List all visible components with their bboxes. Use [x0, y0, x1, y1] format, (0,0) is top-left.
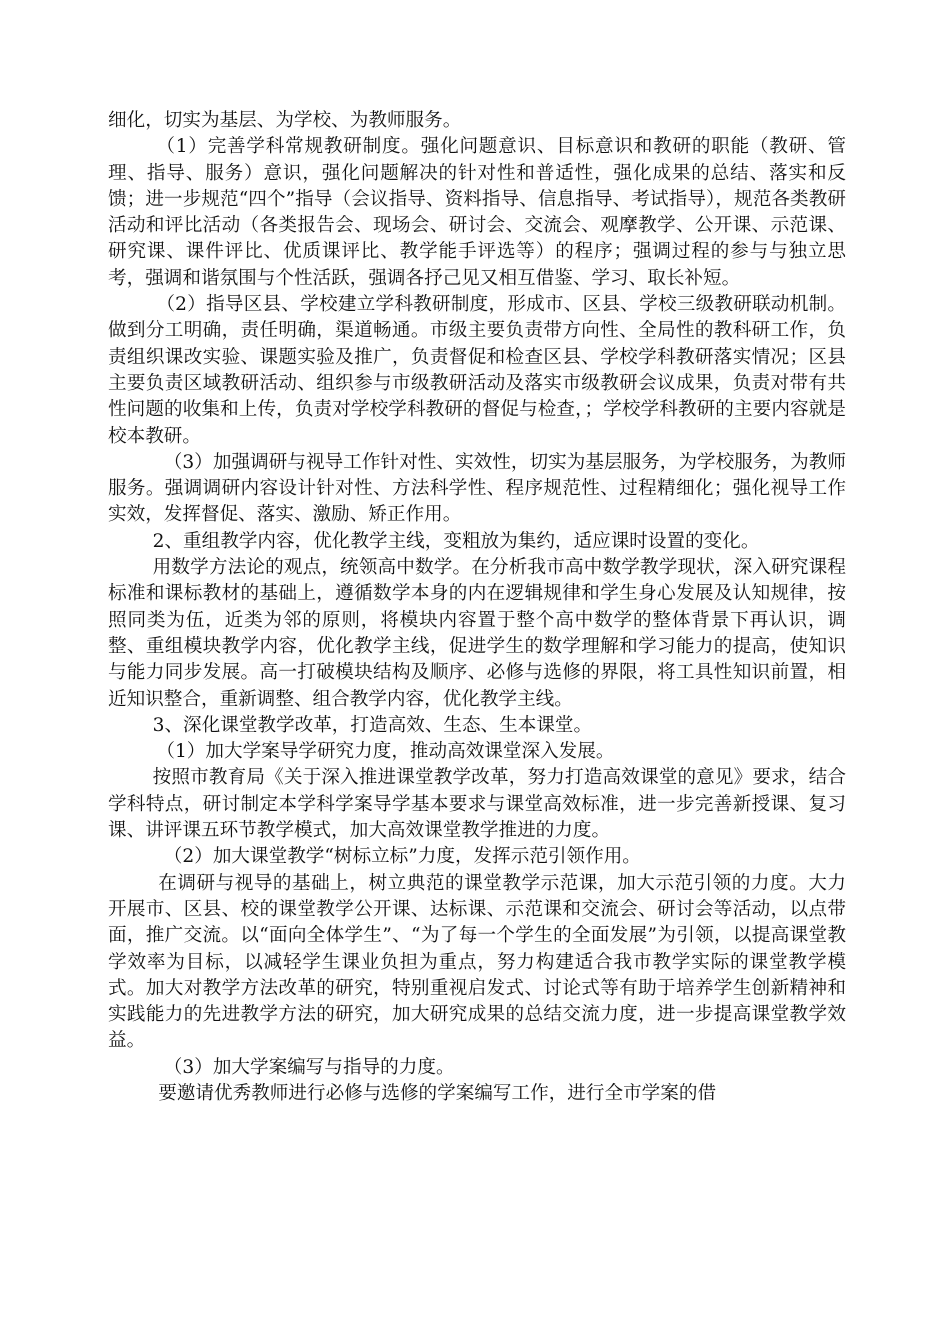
paragraph-10: （2）加大课堂教学“树标立标”力度，发挥示范引领作用。 — [163, 846, 641, 868]
paragraph-1: 细化，切实为基层、为学校、为教师服务。 — [108, 110, 462, 131]
paragraph-7: 3、深化课堂教学改革，打造高效、生态、生本课堂。 — [152, 714, 593, 736]
paragraph-6: 用数学方法论的观点，统领高中数学。在分析我市高中数学教学现状，深入研究课程标准和课标教材的基础上，遵循数学本身的内在逻辑规律和学生身心发展及认知规律，按照同类为伍，近类为邻的原则，将模块内容置于整个高中数学的整体背景下再认识，调整、重组模块教学内容，优化教学主线，促进学生的数学理解和学习能力的提高，使知识与能力同步发展。高一打破模块结构及顺序、必修与选修的界限，将工具性知识前置，相近知识整合，重新调整、组合教学内容，优化教学主线。 — [108, 557, 846, 710]
paragraph-3: （2）指导区县、学校建立学科教研制度，形成市、区县、学校三级教研联动机制。做到分工明确，责任明确，渠道畅通。市级主要负责带方向性、全局性的教科研工作，负责组织课改实验、课题实验及推广，负责督促和检查区县、学校学科教研落实情况；区县主要负责区域教研活动、组织参与市级教研活动及落实市级教研会议成果，负责对带有共性问题的收集和上传，负责对学校学科教研的督促与检查，；学校学科教研的主要内容就是校本教研。 — [108, 294, 846, 447]
paragraph-4: （3）加强调研与视导工作针对性、实效性，切实为基层服务，为学校服务，为教师服务。强调调研内容设计针对性、方法科学性、程序规范性、过程精细化；强化视导工作实效，发挥督促、落实、激励、矫正作用。 — [108, 451, 846, 526]
paragraph-5: 2、重组教学内容，优化教学主线，变粗放为集约，适应课时设置的变化。 — [152, 530, 760, 552]
document-page — [108, 108, 846, 1107]
paragraph-9: 按照市教育局《关于深入推进课堂教学改革，努力打造高效课堂的意见》要求，结合学科特点，研讨制定本学科学案导学基本要求与课堂高效标准，进一步完善新授课、复习课、讲评课五环节教学模式，加大高效课堂教学推进的力度。 — [108, 767, 846, 842]
paragraph-11: 在调研与视导的基础上，树立典范的课堂教学示范课，加大示范引领的力度。大力开展市、区县、校的课堂教学公开课、达标课、示范课和交流会、研讨会等活动，以点带面，推广交流。以“面向全体学生”、“为了每一个学生的全面发展”为引领，以提高课堂教学效率为目标，以减轻学生课业负担为重点，努力构建适合我市教学实际的课堂教学模式。加大对教学方法改革的研究，特别重视启发式、讨论式等有助于培养学生创新精神和实践能力的先进教学方法的研究，加大研究成果的总结交流力度，进一步提高课堂教学效益。 — [108, 872, 846, 1052]
paragraph-13: 要邀请优秀教师进行必修与选修的学案编写工作，进行全市学案的借 — [158, 1082, 717, 1104]
paragraph-12: （3）加大学案编写与指导的力度。 — [163, 1056, 455, 1078]
paragraph-2: （1）完善学科常规教研制度。强化问题意识、目标意识和教研的职能（教研、管理、指导、服务）意识，强化问题解决的针对性和普适性，强化成果的总结、落实和反馈；进一步规范“四个”指导（会议指导、资料指导、信息指导、考试指导），规范各类教研活动和评比活动（各类报告会、现场会、研讨会、交流会、观摩教学、公开课、示范课、研究课、课件评比、优质课评比、教学能手评选等）的程序；强调过程的参与与独立思考，强调和谐氛围与个性活跃，强调各抒己见又相互借鉴、学习、取长补短。 — [108, 136, 846, 289]
paragraph-8: （1）加大学案导学研究力度，推动高效课堂深入发展。 — [156, 741, 615, 763]
